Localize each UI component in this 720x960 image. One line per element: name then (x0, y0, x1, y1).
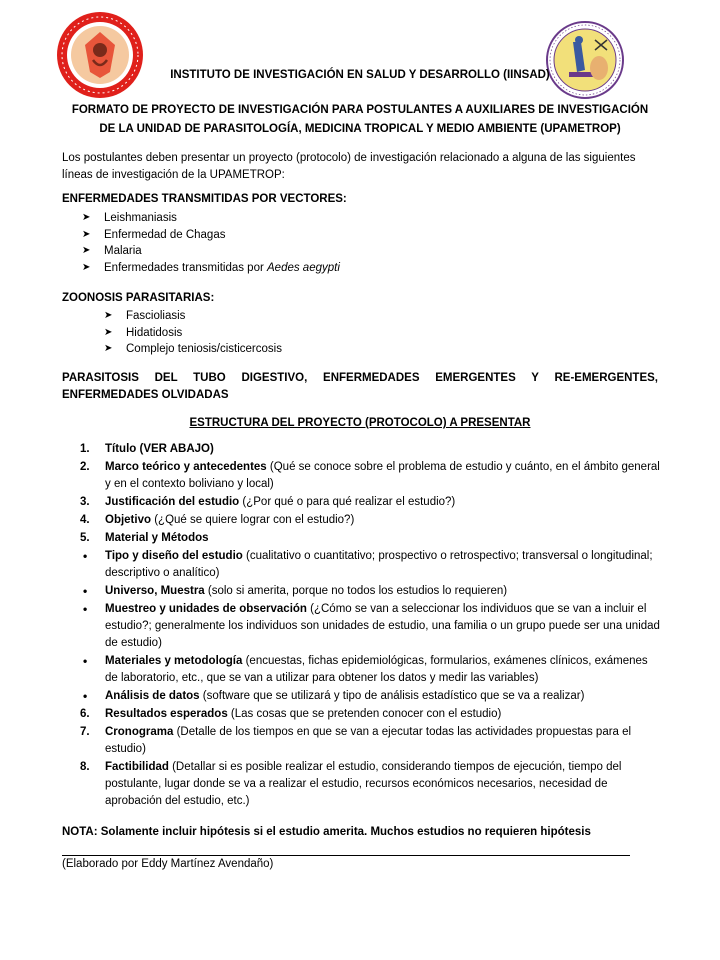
bullet-icon: • (83, 602, 88, 616)
list-item: ➤ Hidatidosis (104, 325, 282, 342)
intro-paragraph: Los postulantes deben presentar un proyecto (protocolo) de investigación relacionado a alguna de las siguientes líneas de investigación de la UPAMETROP: (62, 152, 636, 181)
vectors-heading: ENFERMEDADES TRANSMITIDAS POR VECTORES: (62, 193, 347, 205)
university-seal-logo (55, 10, 145, 100)
arrow-bullet-icon: ➤ (82, 261, 91, 273)
bullet-icon: • (83, 584, 88, 598)
arrow-bullet-icon: ➤ (104, 326, 113, 338)
list-item: ➤ Enfermedad de Chagas (82, 227, 340, 244)
arrow-bullet-icon: ➤ (104, 310, 113, 321)
arrow-bullet-icon: ➤ (82, 245, 91, 256)
arrow-bullet-icon: ➤ (104, 343, 113, 354)
parasitosis-heading: PARASITOSIS DEL TUBO DIGESTIVO, ENFERMEDADES EMERGENTES Y RE-EMERGENTES, ENFERMEDADES OLVIDADAS (62, 372, 658, 401)
bullet-icon: • (83, 654, 88, 668)
structure-title: ESTRUCTURA DEL PROYECTO (PROTOCOLO) A PRESENTAR (189, 417, 531, 429)
list-item: ➤ Malaria (82, 243, 340, 260)
structure-item: 6. Resultados esperados (Las cosas que se pretenden conocer con el estudio) (80, 708, 502, 720)
structure-item: 4. Objetivo (¿Qué se quiere lograr con el estudio?) (80, 514, 355, 526)
list-item: ➤ Leishmaniasis (82, 210, 340, 227)
structure-subitem: • Universo, Muestra (solo si amerita, porque no todos los estudios lo requieren) (83, 584, 508, 598)
structure-item: 7. Cronograma (Detalle de los tiempos en que se van a ejecutar todas las actividades propuestas para el estudio) (80, 726, 632, 755)
list-item: ➤ Fascioliasis (104, 308, 282, 325)
list-item: ➤ Complejo teniosis/cisticercosis (104, 341, 282, 358)
divider (62, 855, 630, 856)
institute-emblem-logo (545, 20, 625, 100)
structure-item: 3. Justificación del estudio (¿Por qué o para qué realizar el estudio?) (80, 496, 456, 508)
structure-item: 2. Marco teórico y antecedentes (Qué se conoce sobre el problema de estudio y cuánto, en el ámbito general y en el contexto boliviano y local) (80, 461, 660, 490)
nota-line: NOTA: Solamente incluir hipótesis si el estudio amerita. Muchos estudios no requieren hipótesis (62, 826, 591, 838)
structure-list (80, 441, 660, 811)
structure-item: 1. Título (VER ABAJO) (80, 443, 214, 455)
list-item: ➤ Enfermedades transmitidas por Aedes aegypti (82, 260, 340, 277)
institute-heading: INSTITUTO DE INVESTIGACIÓN EN SALUD Y DESARROLLO (IINSAD) (170, 69, 550, 81)
format-title: FORMATO DE PROYECTO DE INVESTIGACIÓN PARA POSTULANTES A AUXILIARES DE INVESTIGACIÓN DE LA UNIDAD DE PARASITOLOGÍA, MEDICINA TROPICAL Y MEDIO AMBIENTE (UPAMETROP) (71, 104, 649, 135)
structure-subitem: • Tipo y diseño del estudio (cualitativo o cuantitativo; prospectivo o retrospectivo; transversal o longitudinal; descriptivo o analítico) (83, 549, 653, 579)
arrow-bullet-icon: ➤ (82, 212, 91, 223)
bullet-icon: • (83, 689, 88, 703)
vectors-list (82, 210, 340, 276)
structure-item: 8. Factibilidad (Detallar si es posible realizar el estudio, considerando tiempos de ejecución, tiempo del postulante, lugar donde se va a realizar el estudio, recursos económicos necesarios, necesidad de aprobación del estudio, etc.) (80, 761, 622, 807)
structure-subitem: • Materiales y metodología (encuestas, fichas epidemiológicas, formularios, exámenes clínicos, exámenes de laboratorio, etc., que se van a utilizar para obtener los datos y medir las variables) (83, 654, 648, 684)
zoonosis-heading: ZOONOSIS PARASITARIAS: (62, 292, 215, 304)
zoonosis-list (104, 308, 282, 358)
structure-item: 5. Material y Métodos (80, 532, 209, 544)
structure-subitem: • Muestreo y unidades de observación (¿Cómo se van a seleccionar los individuos que se van a incluir el estudio?; generalmente los individuos son unidades de estudio, una familia o un grupo puede ser una unidad de estudio) (83, 602, 660, 649)
arrow-bullet-icon: ➤ (82, 228, 91, 240)
bullet-icon: • (83, 549, 88, 563)
structure-subitem: • Análisis de datos (software que se utilizará y tipo de análisis estadístico que se va a realizar) (83, 689, 585, 703)
author-credit: (Elaborado por Eddy Martínez Avendaño) (62, 858, 274, 870)
